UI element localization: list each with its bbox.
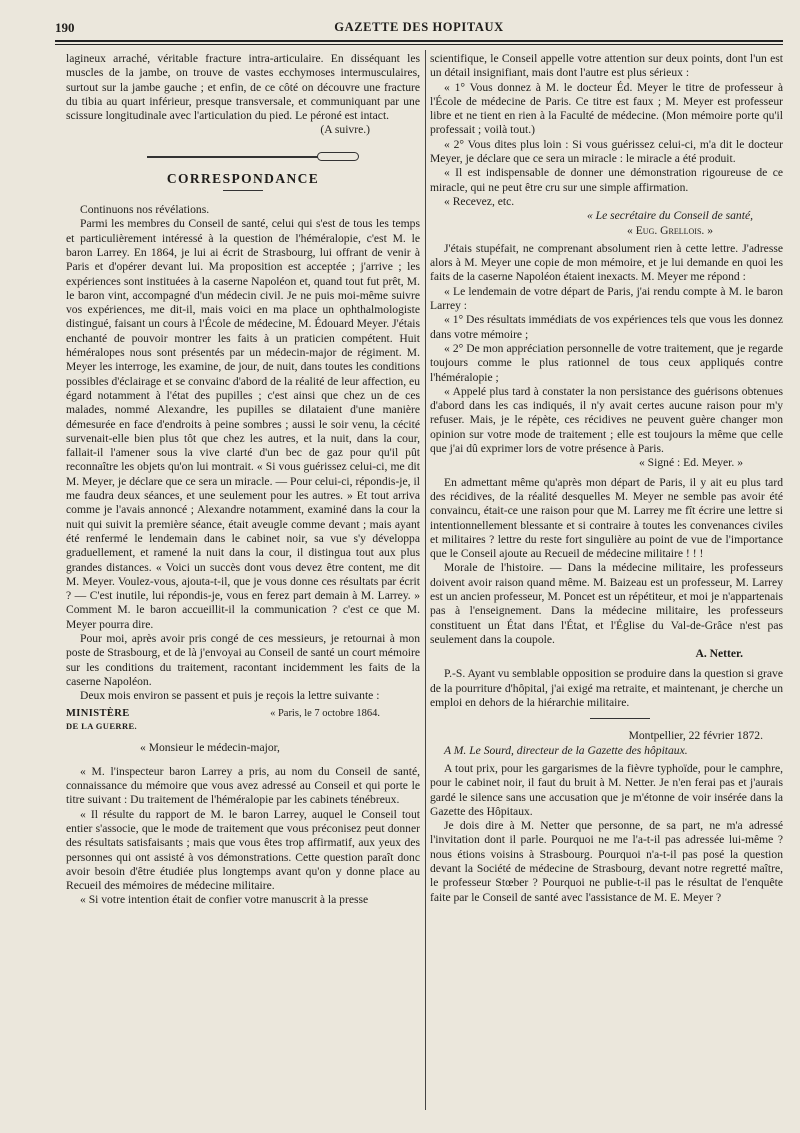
signature-meyer: « Signé : Ed. Meyer. » [638, 456, 743, 470]
paragraph: Parmi les membres du Conseil de santé, celui qui s'est de tous les temps et particulièrement intéressé à la question de l'héméralopie, c'est M. le baron Larrey. En 1864, je lui ai écrit de Strasbourg, lui offrant de venir à Paris et d'opérer devant lui. Ma proposition est acceptée ; j'arrive ; les expériences sont instituées à la caserne Napoléon et, quand tout fut prêt, M. le baron vint, accompagné d'un médecin civil. Je ne puis moi-même suivre vos expériences, me dit-il, mais voici en ma place un ophthalmologiste distingué, faisant un cours à l'École de médecine, M. Édouard Meyer. J'étais enchanté de pouvoir montrer les faits à un praticien compétent. Huit héméralopes nous sont présentés par un médecin-major de régiment. M. Meyer les interroge, les examine, de jour, de nuit, dans toutes les conditions possibles d'éclairage et se convainc d'abord de la réalité de leur affection, eu égard notamment à l'état des pupilles ; c'est ainsi que chez un de ces malades, nommé Alexandre, les pupilles se dilataient d'une manière démesurée en face d'endroits à peine sombres ; aussi le soir venu, la cécité survenait-elle bien plus tôt que chez les autres, et la nuit, dans la cour, fallait-il l'amener sous la vive clarté d'un bec de gaz pour qu'il pût reconnaître les objets qu'on lui montrait. « Si vous guérissez celui-ci, me dit M. Meyer, je déclare que ce sera un miracle. — Pour celui-ci, répondis-je, il me faudra deux séances, et une seulement pour les autres. » Et tout arriva comme je l'avais annoncé ; Alexandre notamment, examiné dans la cour la nuit qui suivit la première séance, était aveugle comme devant ; mais ayant été renfermé le lendemain dans le cabinet noir, sa vue s'y développa graduellement, et ramené la nuit dans la cour, il distingua tout aux plus grandes distances. « Voici un succès dont vous devez être content, me dit M. Meyer. Voulez-vous, ajouta-t-il, que je vous donne ces résultats par écrit ? — C'est inutile, lui répondis-je, vous en ferez part demain à M. Larrey. » Comment M. le baron accueillit-il la communication ? c'est ce que M. Meyer pourra dire. [66, 217, 420, 631]
section-title: CORRESPONDANCE [166, 170, 320, 186]
paragraph: « M. l'inspecteur baron Larrey a pris, au nom du Conseil de santé, connaissance du mémoire que vous avez adressé au Conseil et qui porte le titre suivant : Du traitement de l'héméralopie par les cabinets ténébreux. [66, 764, 420, 807]
left-column [66, 52, 420, 908]
column-divider [425, 50, 426, 1110]
page-number: 190 [55, 20, 75, 35]
right-column [430, 52, 783, 905]
page-header [55, 14, 783, 44]
journal-title: GAZETTE DES HOPITAUX [334, 20, 504, 34]
to-follow-note: (A suivre.) [320, 123, 370, 137]
paragraph: « 1° Des résultats immédiats de vos expériences tels que vous les donnez dans votre mémoire ; [430, 313, 783, 341]
paragraph: En admettant même qu'après mon départ de Paris, il y ait eu plus tard des récidives, de la réalité desquelles M. Meyer ne semble pas avoir été convaincu, était-ce une raison pour que M. Larrey me fît écrire une lettre si intentionnellement blessante et si contraire à toutes les convenances civiles et militaires ? lettre du reste fort singulière au point de vue de l'importance que le Conseil ajoute au Recueil de médecine militaire ! ! ! [430, 475, 783, 561]
signature-netter: A. Netter. [695, 647, 743, 661]
ministry-sub: DE LA GUERRE. [66, 721, 138, 732]
paragraph: scientifique, le Conseil appelle votre attention sur deux points, dont l'un est un détail insignifiant, mais dont l'autre est plus sérieux : [430, 52, 783, 80]
signature-name: « Eug. Grellois. » [627, 223, 713, 237]
ministry-name: MINISTÈRE [66, 708, 130, 720]
signature-line: « Le secrétaire du Conseil de santé, [586, 209, 753, 223]
paragraph: J'étais stupéfait, ne comprenant absolument rien à cette lettre. J'adresse alors à M. Meyer une copie de mon mémoire, et je lui demande en quoi les faits de la caserne Napoléon étaient inexacts. M. Meyer me répond : [430, 241, 783, 284]
paragraph: Continuons nos révélations. [80, 203, 210, 217]
paragraph: P.-S. Ayant vu semblable opposition se produire dans la question si grave de la pourriture d'hôpital, j'ai exigé ma retraite, et maintenant, je cherche un emploi en dehors de la hiérarchie militaire. [430, 667, 783, 710]
paragraph: « 2° Vous dites plus loin : Si vous guérissez celui-ci, m'a dit le docteur Meyer, je déclare que ce sera un miracle : le miracle a été produit. [430, 137, 783, 166]
paragraph: « Recevez, etc. [444, 194, 515, 208]
paragraph: « Si votre intention était de confier votre manuscrit à la presse [80, 893, 369, 907]
header-rule [55, 40, 783, 45]
intro-paragraph: lagineux arraché, véritable fracture intra-articulaire. En disséquant les muscles de la jambe, on trouve de vastes ecchymoses intermusculaires, surtout sur la jambe gauche ; et enfin, de ce côté on découvre une fracture du tibia au quart inférieur, presque transversale, et communiquant par une scissure longitudinale avec l'articulation du pied. Le péroné est intact. [66, 52, 420, 123]
ministry-label [66, 707, 137, 733]
paragraph: « Il est indispensable de donner une démonstration rigoureuse de ce miracle, qui ne peut être cru sur une simple affirmation. [430, 166, 783, 194]
ornament-divider [66, 150, 420, 160]
paragraph: Pour moi, après avoir pris congé de ces messieurs, je retournai à mon poste de Strasbourg, et de là j'envoyai au Conseil de santé un court mémoire sur les conditions du traitement, racontant incidemment les faits de la caserne Napoléon. [66, 631, 420, 688]
letter-date: « Paris, le 7 octobre 1864. [270, 708, 380, 720]
salutation: « Monsieur le médecin-major, [140, 741, 280, 755]
paragraph: Deux mois environ se passent et puis je reçois la lettre suivante : [80, 689, 380, 703]
section-rule [223, 190, 263, 191]
letter-head [66, 707, 420, 733]
address-line: A M. Le Sourd, directeur de la Gazette des hôpitaux. [444, 743, 688, 757]
paragraph: « 1° Vous donnez à M. le docteur Éd. Meyer le titre de professeur à l'École de médecine de Paris. Ce titre est faux ; M. Meyer est professeur libre et ne tient en rien à la Faculté de médecine. (Mon mémoire porte qu'il professait ; voilà tout.) [430, 80, 783, 137]
paragraph: Morale de l'histoire. — Dans la médecine militaire, les professeurs doivent avoir raison quand même. M. Baizeau est un professeur, M. Larrey est un ancien professeur, M. Poncet est un répétiteur, et moi je n'appartenais pas à l'enseignement. Dans la médecine militaire, les professeurs constituent un État dans l'État, et l'Église du Val-de-Grâce n'est pas seulement dans la coupole. [430, 561, 783, 646]
paragraph: Je dois dire à M. Netter que personne, de sa part, ne m'a adressé l'invitation dont il parle. Pourquoi ne me l'a-t-il pas adressée lui-même ? nous étions voisins à Strasbourg. Pourquoi n'a-t-il pas posé la question devant la Société de médecine de Strasbourg, devant notre regretté maître, le professeur Stœber ? Pourquoi ne publie-t-il pas le résultat de l'enquête faite par le Conseil de santé avec l'assistance de M. E. Meyer ? [430, 819, 783, 904]
paragraph: « Il résulte du rapport de M. le baron Larrey, auquel le Conseil tout entier s'associe, que le mode de traitement que vous préconisez peut donner des résultats satisfaisants ; mais que vous êtes trop affirmatif, aux yeux des personnes qui ont assisté à vos démonstrations. Cette question paraît donc avoir besoin d'être étudiée plus longtemps avant qu'on y donne place au Recueil des mémoires de médecine militaire. [66, 807, 420, 893]
paragraph: « Le lendemain de votre départ de Paris, j'ai rendu compte à M. le baron Larrey : [430, 284, 783, 313]
paragraph: « 2° De mon appréciation personnelle de votre traitement, que je regarde toujours comme le plus rationnel de tous ceux appliqués contre l'héméralopie ; [430, 341, 783, 384]
paragraph: « Appelé plus tard à constater la non persistance des guérisons obtenues d'abord dans les cas indiqués, il n'y avait certes aucune raison pour m'y refuser. Mais, je le répète, ces récidives ne peuvent guère changer mon opinion sur votre mode de traitement ; elle est toujours la même que celle que j'ai dû exprimer lors de votre présence à Paris. [430, 384, 783, 456]
paragraph: A tout prix, pour les gargarismes de la fièvre typhoïde, pour le camphre, pour le cabinet noir, il faut du bruit à M. Netter. Je n'en ferai pas et j'aurais gardé le silence sans une accusation que je m'étonne de voir insérée dans la Gazette des Hôpitaux. [430, 761, 783, 818]
dateline: Montpellier, 22 février 1872. [628, 729, 763, 743]
